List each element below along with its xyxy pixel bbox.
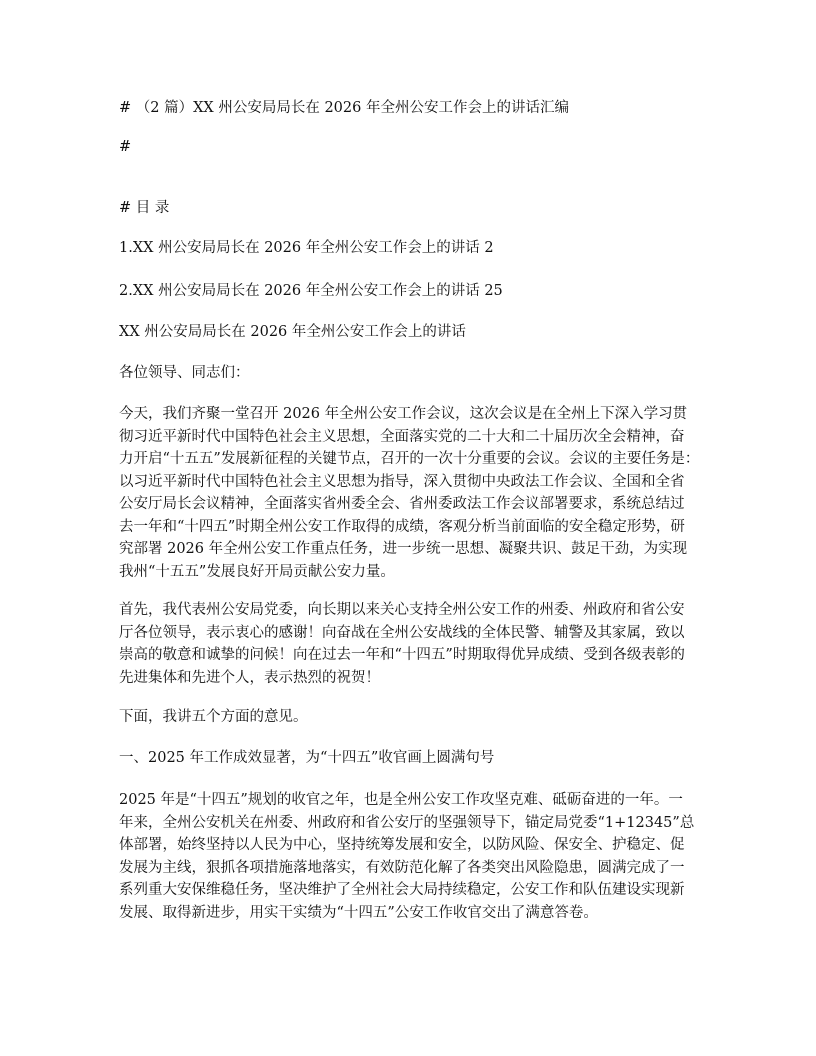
paragraph-line: 崇高的敬意和诚挚的问候！向在过去一年和“十四五”时期取得优异成绩、受到各级表彰的 (119, 647, 685, 663)
paragraph-line: 厅各位领导，表示衷心的感谢！向奋战在全州公安战线的全体民警、辅警及其家属，致以 (119, 624, 685, 641)
paragraph-line: 我州“十五五”发展良好开局贡献公安力量。 (119, 563, 395, 580)
paragraph-line: 发展为主线，狠抓各项措施落地落实，有效防范化解了各类突出风险隐患，圆满完成了一 (119, 859, 685, 876)
paragraph-line: 首先，我代表州公安局党委，向长期以来关心支持全州公安工作的州委、州政府和省公安 (119, 602, 685, 618)
paragraph-line: 彻习近平新时代中国特色社会主义思想，全面落实党的二十大和二十届历次全会精神，奋 (119, 428, 685, 445)
paragraph-line: 先进集体和先进个人，表示热烈的祝贺！ (119, 669, 380, 686)
paragraph-thanks (119, 599, 699, 689)
toc-item-1: 1.XX 州公安局局长在 2026 年全州公安工作会上的讲话 2 (119, 240, 494, 256)
greeting: 各位领导、同志们： (119, 365, 250, 381)
speech-title: XX 州公安局局长在 2026 年全州公安工作会上的讲话 (119, 324, 466, 340)
paragraph-line: 年来，全州公安机关在州委、州政府和省公安厅的坚强领导下，锚定局党委“1+12345”总 (119, 814, 695, 831)
paragraph-line: 力开启“十五五”发展新征程的关键节点，召开的一次十分重要的会议。会议的主要任务是： (119, 451, 700, 467)
paragraph-line: 去一年和“十四五”时期全州公安工作取得的成绩，客观分析当前面临的安全稳定形势，研 (119, 518, 685, 535)
paragraph-opening (119, 403, 699, 583)
paragraph-section-1 (119, 789, 699, 924)
paragraph-line: 体部署，始终坚持以人民为中心，坚持统筹发展和安全，以防风险、保安全、护稳定、促 (119, 837, 685, 853)
document-title: # （2 篇）XX 州公安局局长在 2026 年全州公安工作会上的讲话汇编 (119, 100, 569, 116)
paragraph-intro: 下面，我讲五个方面的意见。 (119, 709, 308, 725)
paragraph-line: 系列重大安保维稳任务，坚决维护了全州社会大局持续稳定，公安工作和队伍建设实现新 (119, 882, 685, 898)
paragraph-line: 2025 年是“十四五”规划的收官之年，也是全州公安工作攻坚克难、砥砺奋进的一年。一 (119, 792, 683, 808)
toc-heading: # 目 录 (119, 200, 170, 216)
paragraph-line: 今天，我们齐聚一堂召开 2026 年全州公安工作会议，这次会议是在全州上下深入学习贯 (119, 406, 688, 422)
paragraph-line: 究部署 2026 年全州公安工作重点任务，进一步统一思想、凝聚共识、鼓足干劲，为实现 (119, 541, 688, 557)
paragraph-line: 以习近平新时代中国特色社会主义思想为指导，深入贯彻中央政法工作会议、全国和全省 (119, 473, 685, 490)
paragraph-line: 发展、取得新进步，用实干实绩为“十四五”公安工作收官交出了满意答卷。 (119, 904, 598, 921)
section-1-heading: 一、2025 年工作成效显著，为“十四五”收官画上圆满句号 (119, 750, 495, 766)
toc-item-2: 2.XX 州公安局局长在 2026 年全州公安工作会上的讲话 25 (119, 283, 503, 299)
paragraph-line: 公安厅局长会议精神，全面落实省州委全会、省州委政法工作会议部署要求，系统总结过 (119, 496, 685, 512)
hash-marker: # (119, 139, 132, 155)
